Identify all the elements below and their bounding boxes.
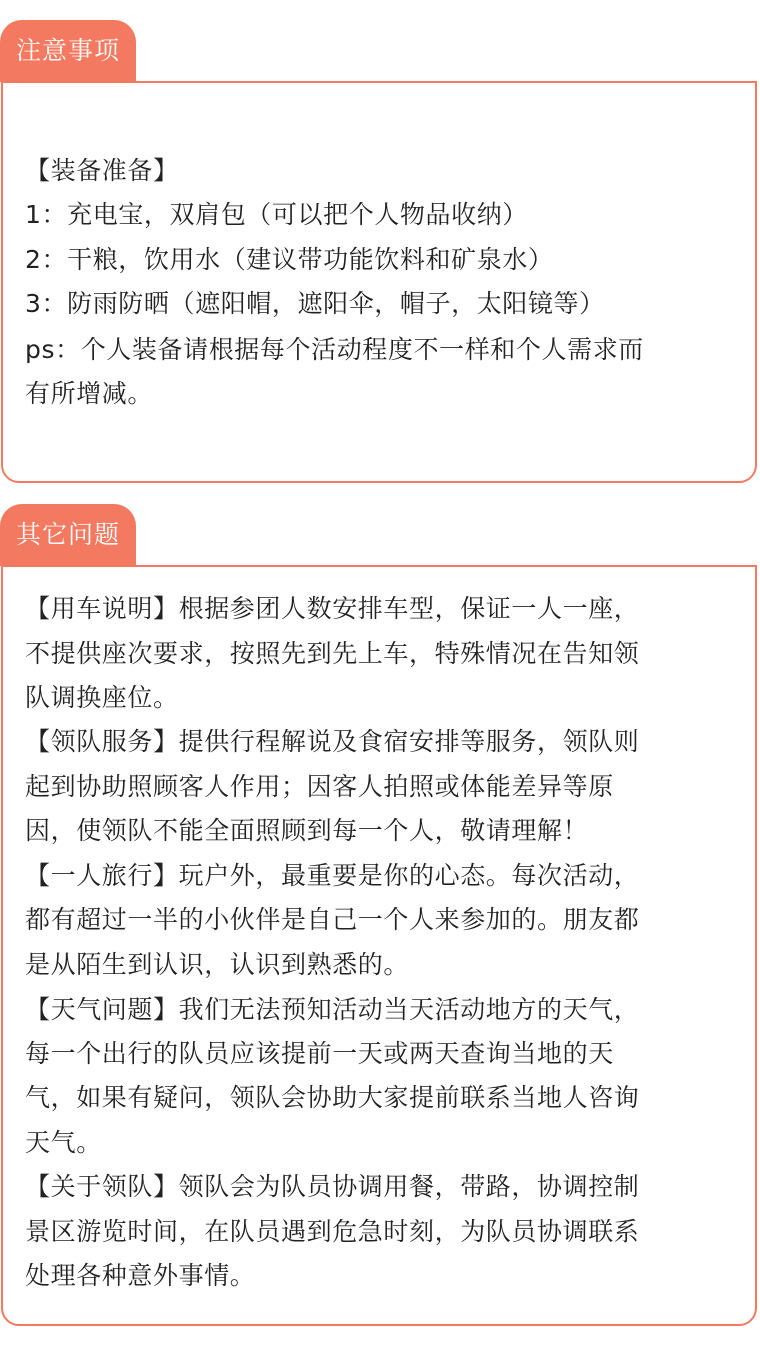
other-line: 天气。: [25, 1128, 102, 1157]
other-section: [0, 504, 760, 1326]
other-box: [1, 565, 757, 1326]
notice-line: 3：防雨防晒（遮阳帽，遮阳伞，帽子，太阳镜等）: [25, 289, 605, 318]
other-line: 【领队服务】提供行程解说及食宿安排等服务，领队则: [25, 727, 640, 756]
other-line: 【关于领队】领队会为队员协调用餐，带路，协调控制: [25, 1172, 640, 1201]
notice-tab-title: 注意事项: [0, 20, 136, 82]
notice-line: 有所增减。: [25, 379, 154, 408]
notice-line: ps：个人装备请根据每个活动程度不一样和个人需求而: [25, 335, 644, 364]
notice-line: 【装备准备】: [25, 156, 179, 185]
other-line: 因，使领队不能全面照顾到每一个人，敬请理解！: [25, 816, 589, 845]
notice-section: [0, 20, 760, 484]
other-line: 【用车说明】根据参团人数安排车型，保证一人一座，: [25, 594, 640, 623]
notice-box: [1, 81, 757, 483]
other-line: 起到协助照顾客人作用；因客人拍照或体能差异等原: [25, 772, 614, 801]
notice-line: 2：干粮，饮用水（建议带功能饮料和矿泉水）: [25, 245, 554, 274]
other-line: 【一人旅行】玩户外，最重要是你的心态。每次活动，: [25, 861, 640, 890]
other-line: 【天气问题】我们无法预知活动当天活动地方的天气，: [25, 995, 640, 1024]
other-line: 景区游览时间，在队员遇到危急时刻，为队员协调联系: [25, 1217, 640, 1246]
other-line: 是从陌生到认识，认识到熟悉的。: [25, 950, 410, 979]
notice-line: 1：充电宝，双肩包（可以把个人物品收纳）: [25, 200, 528, 229]
other-line: 都有超过一半的小伙伴是自己一个人来参加的。朋友都: [25, 905, 640, 934]
other-line: 队调换座位。: [25, 683, 179, 712]
other-line: 气，如果有疑问，领队会协助大家提前联系当地人咨询: [25, 1083, 640, 1112]
other-line: 每一个出行的队员应该提前一天或两天查询当地的天: [25, 1039, 614, 1068]
other-line: 不提供座次要求，按照先到先上车，特殊情况在告知领: [25, 639, 640, 668]
other-line: 处理各种意外事情。: [25, 1261, 256, 1290]
other-tab-title: 其它问题: [0, 504, 136, 566]
